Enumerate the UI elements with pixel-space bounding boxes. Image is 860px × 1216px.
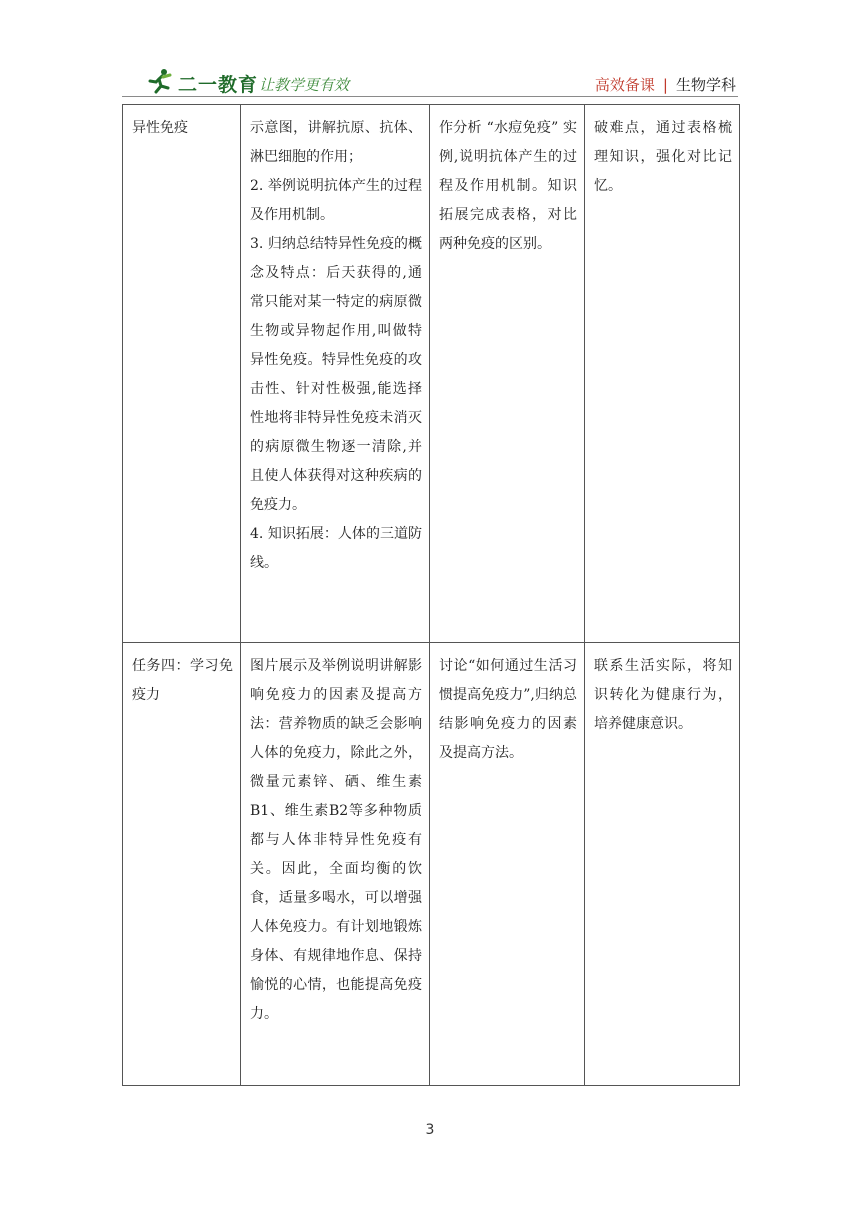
teacher-activity-paragraph: 示意图，讲解抗原、抗体、淋巴细胞的作用； — [250, 120, 422, 165]
teacher-activity-paragraph: 3. 归纳总结特异性免疫的概念及特点：后天获得的,通常只能对某一特定的病原微生物或异物起作用,叫做特异性免疫。特异性免疫的攻击性、针对性极强,能选择性地将非特异性免疫未消灭的病原微生物逐一清除,并且使人体获得对这种疾病的免疫力。 — [250, 236, 422, 513]
running-figure-logo-icon — [144, 68, 174, 94]
table-row — [123, 105, 740, 643]
student-activity-cell: 讨论“如何通过生活习惯提高免疫力”,归纳总结影响免疫力的因素及提高方法。 — [430, 643, 585, 1086]
brand-slogan: 让教学更有效 — [259, 76, 350, 94]
table-row — [123, 643, 740, 1086]
task-cell: 任务四：学习免疫力 — [123, 643, 241, 1086]
header-right — [595, 74, 736, 95]
teacher-activity-cell — [241, 105, 430, 643]
page-number: 3 — [425, 1122, 435, 1138]
design-intent-cell: 破难点，通过表格梳理知识，强化对比记忆。 — [585, 105, 740, 643]
teacher-activity-paragraph: 图片展示及举例说明讲解影响免疫力的因素及提高方法：营养物质的缺乏会影响人体的免疫力，除此之外，微量元素锌、硒、维生素B1、维生素B2等多种物质都与人体非特异性免疫有关。因此，全面均衡的饮食，适量多喝水，可以增强人体免疫力。有计划地锻炼身体、有规律地作息、保持愉悦的心情，也能提高免疫力。 — [250, 658, 422, 1022]
student-activity-cell: 作分析 “水痘免疫” 实例,说明抗体产生的过程及作用机制。知识拓展完成表格，对比两种免疫的区别。 — [430, 105, 585, 643]
teacher-activity-paragraph: 2. 举例说明抗体产生的过程及作用机制。 — [250, 178, 422, 223]
course-label: 高效备课 — [594, 76, 655, 94]
lesson-table — [122, 104, 740, 1086]
task-cell: 异性免疫 — [123, 105, 241, 643]
subject-label: 生物学科 — [675, 76, 736, 94]
page-header — [122, 66, 738, 97]
header-separator: | — [662, 76, 668, 94]
brand-name: 二一教育 — [178, 74, 259, 96]
teacher-activity-cell — [241, 643, 430, 1086]
teacher-activity-paragraph: 4. 知识拓展：人体的三道防线。 — [250, 526, 422, 571]
design-intent-cell: 联系生活实际，将知识转化为健康行为，培养健康意识。 — [585, 643, 740, 1086]
